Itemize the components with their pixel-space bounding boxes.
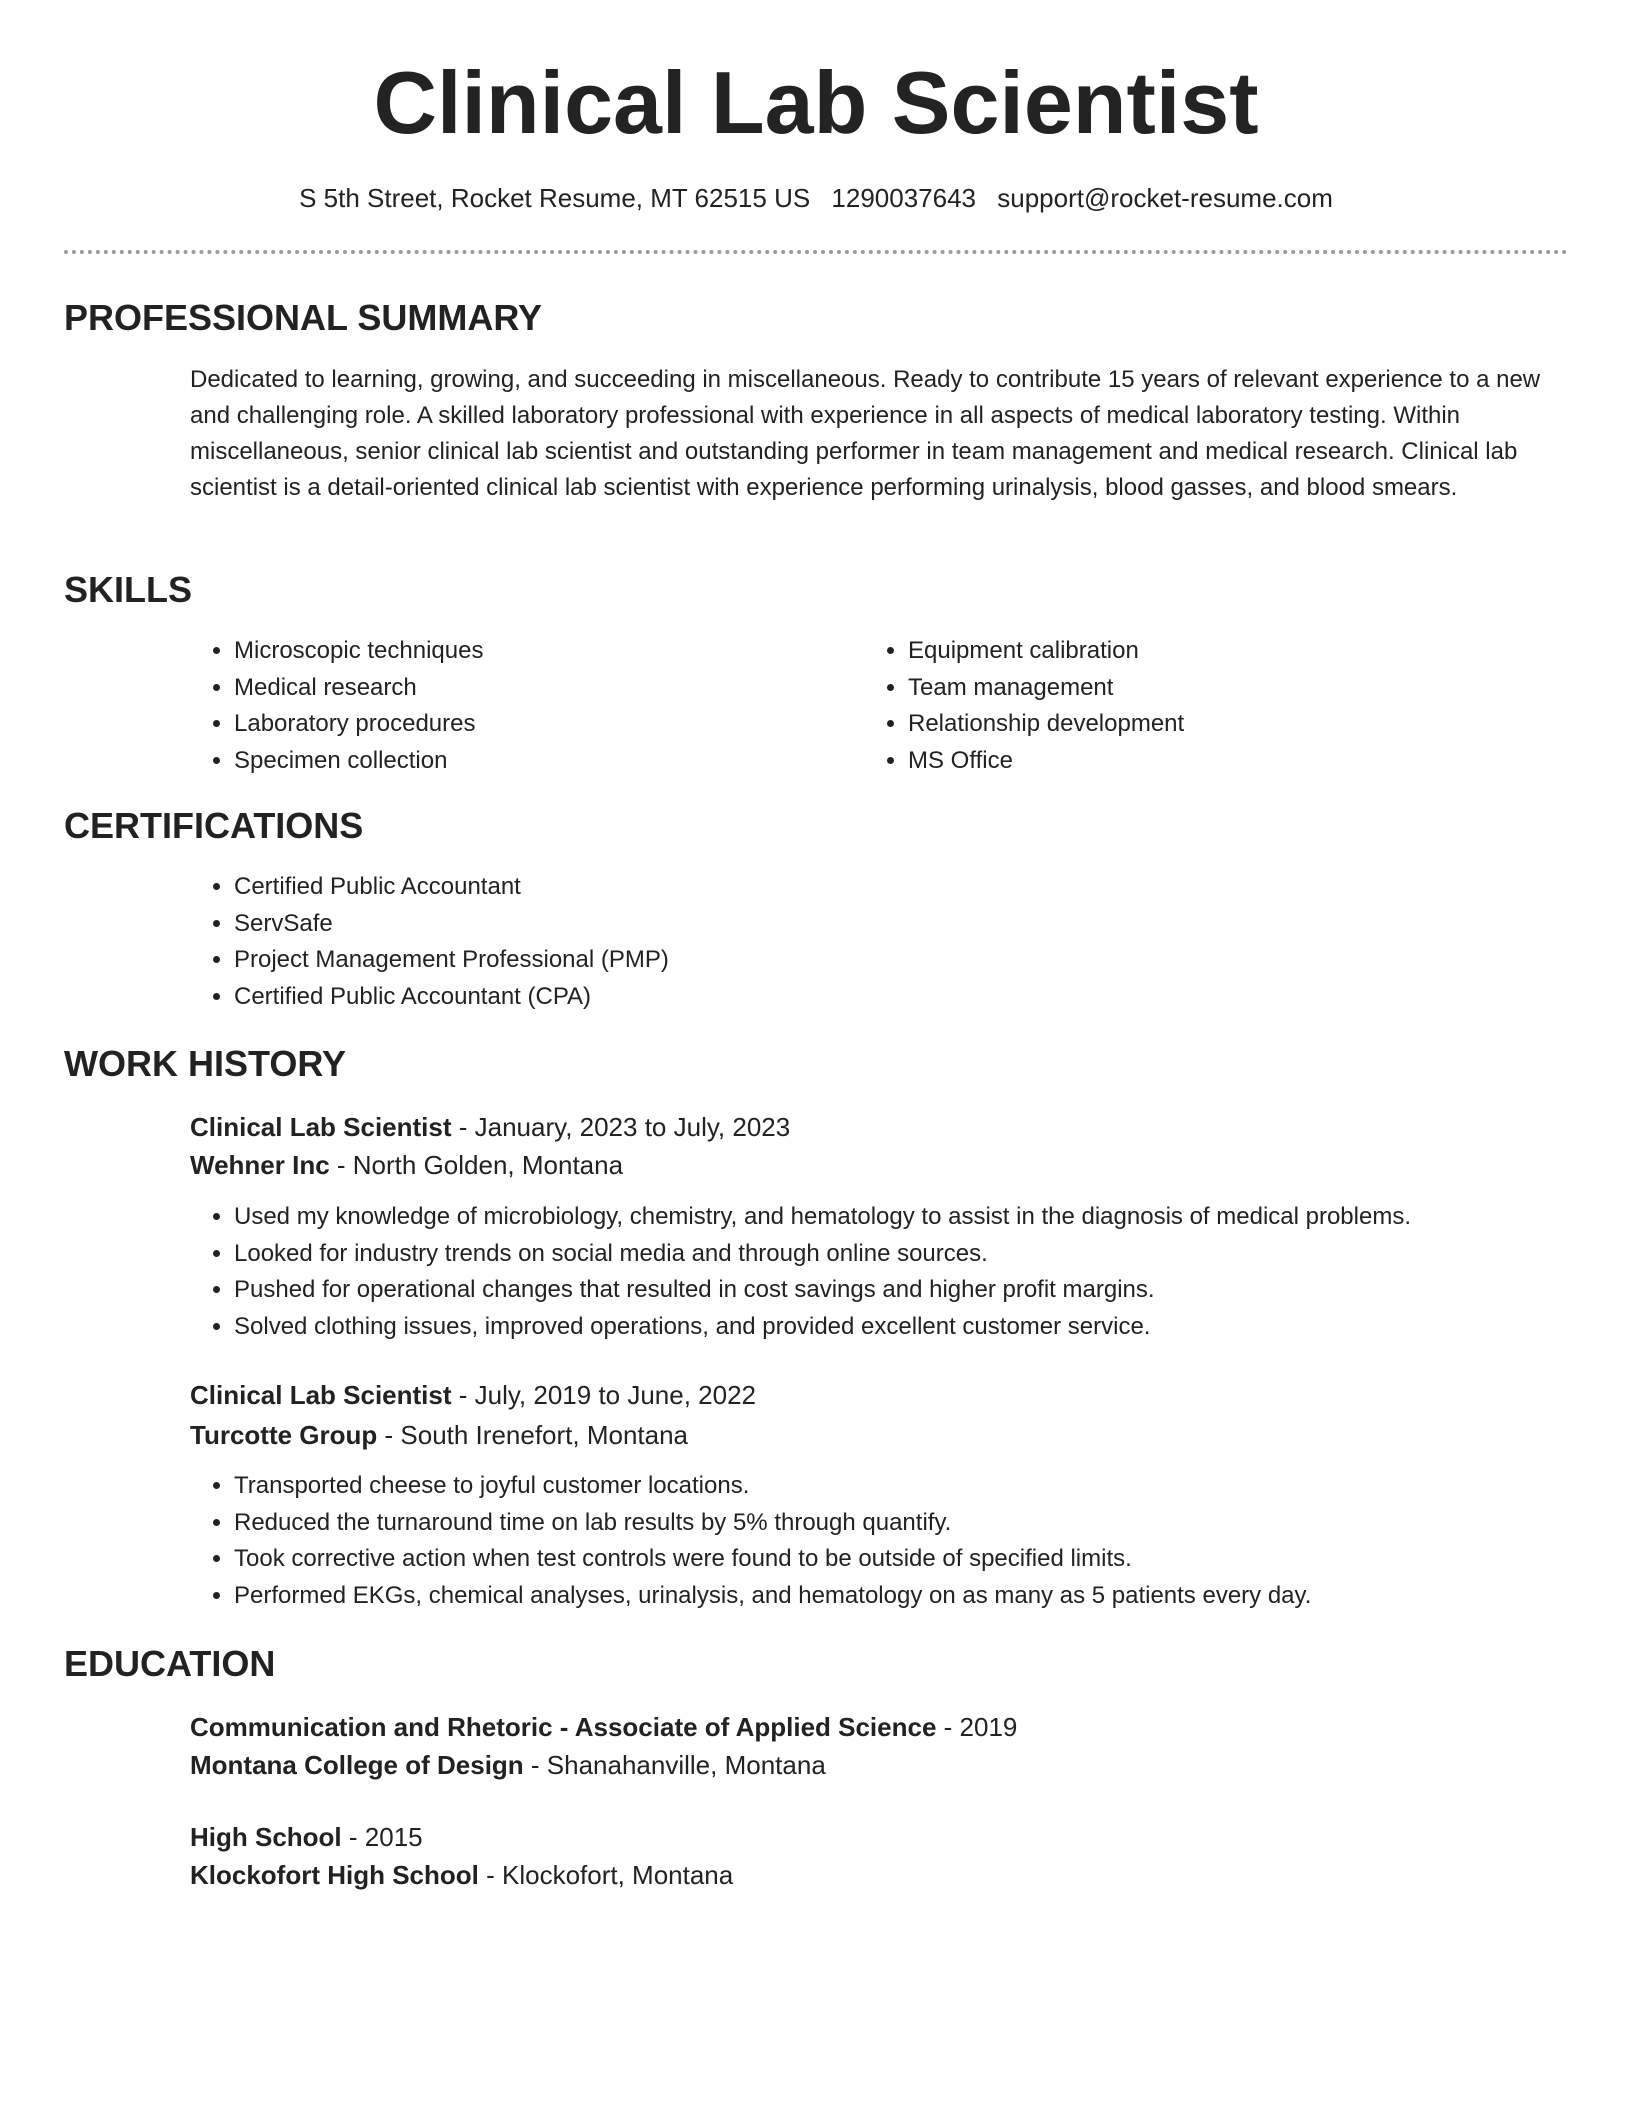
- skills-column-left: [190, 633, 850, 779]
- education-location: - Shanahanville, Montana: [523, 1750, 826, 1780]
- summary-text: Dedicated to learning, growing, and succeeding in miscellaneous. Ready to contribute 15 years of relevant experience to a new and challenging role. A skilled laboratory professional with experience in all aspects of medical laboratory testing. Within miscellaneous, senior clinical lab scientist and outstanding performer in team management and medical research. Clinical lab scientist is a detail-oriented clinical lab scientist with experience performing urinalysis, blood gasses, and blood smears.: [190, 366, 1541, 501]
- education-degree: High School: [190, 1822, 342, 1852]
- skill-item: • Laboratory procedures: [234, 706, 850, 743]
- job-title: Clinical Lab Scientist: [190, 1380, 452, 1410]
- skill-item: • Medical research: [234, 670, 850, 707]
- skill-item: • Microscopic techniques: [234, 633, 850, 670]
- education-location: - Klockofort, Montana: [478, 1860, 734, 1890]
- skill-item: • Equipment calibration: [908, 633, 1544, 670]
- education-school-line: [190, 1746, 826, 1784]
- contact-email: support@rocket-resume.com: [997, 183, 1333, 213]
- job-bullet: • Performed EKGs, chemical analyses, urinalysis, and hematology on as many as 5 patients every day.: [234, 1578, 1570, 1615]
- education-degree-line: [190, 1818, 423, 1856]
- job-bullet: • Took corrective action when test controls were found to be outside of specified limits.: [234, 1541, 1570, 1578]
- job-location: - North Golden, Montana: [329, 1150, 624, 1180]
- contact-line: [0, 180, 1632, 216]
- section-heading-summary: PROFESSIONAL SUMMARY: [64, 297, 543, 338]
- education-degree: Communication and Rhetoric - Associate of Applied Science: [190, 1712, 937, 1742]
- certification-item: • Certified Public Accountant: [234, 869, 1570, 906]
- job-company-line: [190, 1146, 623, 1184]
- education-year: - 2015: [341, 1822, 423, 1852]
- certification-item: • ServSafe: [234, 906, 1570, 943]
- certification-item: • Project Management Professional (PMP): [234, 942, 1570, 979]
- job-bullets: [190, 1199, 1570, 1345]
- job-company: Turcotte Group: [190, 1420, 378, 1450]
- job-dates: - January, 2023 to July, 2023: [451, 1112, 791, 1142]
- job-bullet: • Used my knowledge of microbiology, chemistry, and hematology to assist in the diagnosis of medical problems.: [234, 1199, 1570, 1236]
- education-school-line: [190, 1856, 733, 1894]
- job-bullet: • Looked for industry trends on social media and through online sources.: [234, 1236, 1570, 1273]
- skill-item: • MS Office: [908, 743, 1544, 780]
- job-bullets: [190, 1468, 1570, 1614]
- education-school: Montana College of Design: [190, 1750, 524, 1780]
- skill-item: • Relationship development: [908, 706, 1544, 743]
- section-heading-certifications: CERTIFICATIONS: [64, 805, 364, 846]
- contact-phone: 1290037643: [831, 183, 977, 213]
- education-school: Klockofort High School: [190, 1860, 479, 1890]
- candidate-name: Clinical Lab Scientist: [373, 53, 1259, 152]
- job-bullet: • Pushed for operational changes that resulted in cost savings and higher profit margins.: [234, 1272, 1570, 1309]
- certification-item: • Certified Public Accountant (CPA): [234, 979, 1570, 1016]
- job-title: Clinical Lab Scientist: [190, 1112, 452, 1142]
- skills-column-right: [864, 633, 1544, 779]
- job-bullet: • Solved clothing issues, improved operations, and provided excellent customer service.: [234, 1309, 1570, 1346]
- skill-item: • Specimen collection: [234, 743, 850, 780]
- job-title-line: [190, 1108, 790, 1146]
- job-bullet: • Reduced the turnaround time on lab results by 5% through quantify.: [234, 1505, 1570, 1542]
- contact-address: S 5th Street, Rocket Resume, MT 62515 US: [299, 183, 811, 213]
- job-dates: - July, 2019 to June, 2022: [451, 1380, 757, 1410]
- certifications-list: [190, 869, 1570, 1015]
- job-title-line: [190, 1376, 756, 1414]
- education-degree-line: [190, 1708, 1017, 1746]
- skill-item: • Team management: [908, 670, 1544, 707]
- education-year: - 2019: [936, 1712, 1018, 1742]
- section-heading-education: EDUCATION: [64, 1643, 276, 1684]
- job-company: Wehner Inc: [190, 1150, 330, 1180]
- job-location: - South Irenefort, Montana: [377, 1420, 689, 1450]
- section-heading-work: WORK HISTORY: [64, 1043, 347, 1084]
- job-company-line: [190, 1416, 688, 1454]
- header-divider: [64, 250, 1568, 254]
- job-bullet: • Transported cheese to joyful customer locations.: [234, 1468, 1570, 1505]
- section-heading-skills: SKILLS: [64, 569, 193, 610]
